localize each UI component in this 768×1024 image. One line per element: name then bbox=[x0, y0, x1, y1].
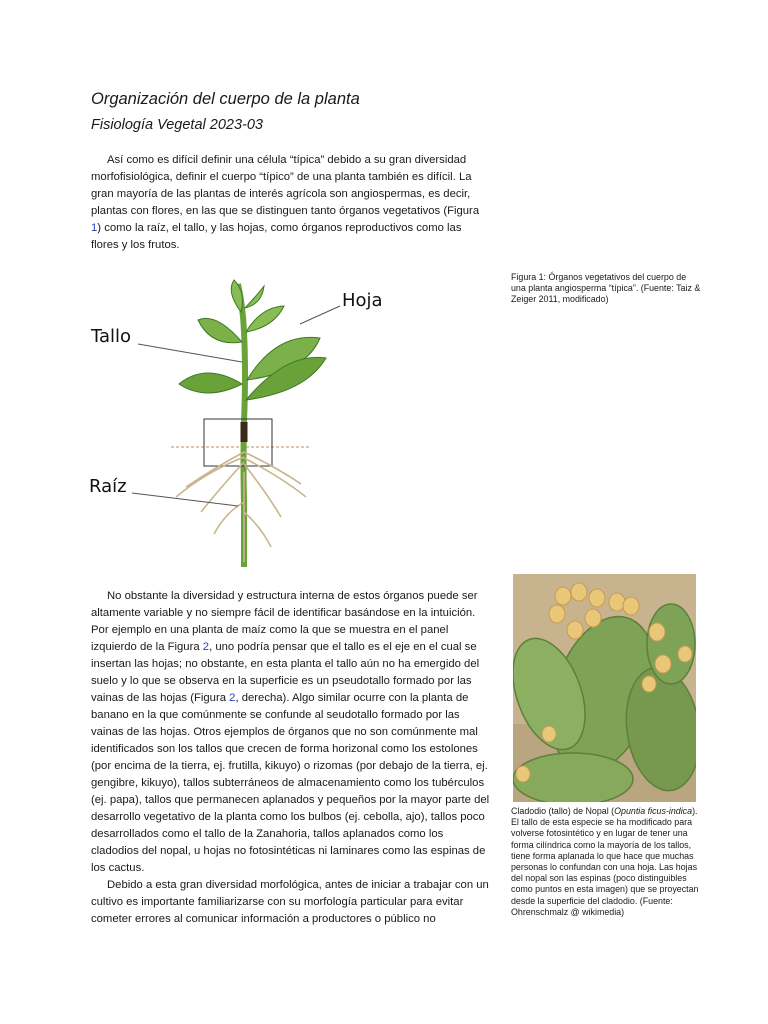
figure-label-hoja: Hoja bbox=[342, 290, 383, 311]
pointer-line-tallo bbox=[138, 344, 242, 362]
leaf bbox=[245, 286, 264, 308]
page-subtitle: Fisiología Vegetal 2023-03 bbox=[91, 117, 263, 133]
leaf bbox=[179, 373, 242, 393]
plant-illustration bbox=[86, 272, 486, 572]
paragraph-text: , uno podría pensar que el tallo es el eje en el cual se insertan las hojas; no obstante, en esta planta el tallo aún no ha emergido del suelo y lo que se observa en la superficie es un pseudotallo formado por las vainas de las hojas (Figura bbox=[91, 641, 480, 704]
figure-plant-organs bbox=[86, 272, 486, 572]
figure-nopal-photo bbox=[513, 574, 696, 802]
paragraph-text: , derecha). Algo similar ocurre con la planta de banano en la que comúnmente se confunde al seudotallo formado por las vainas de las hojas. Otros ejemplos de órganos que no son comúnmente mal identificados son los tallos que crecen de forma horizonal como los estolones (por encima de la tierra, ej. frutilla, kikuyo) o rizomas (por debajo de la tierra, ej. gengibre, kikuyo), tallos subterráneos de almacenamiento como los tubérculos (ej. papa), tallos que permanecen aplanados y pequeños por la mayor parte del desarrollo vegetativo de la planta como los bulbos (ej. cebolla, ajo), tallos poco desarrollados como el tallo de la Zanahoria, tallos aplanados como los cladodios del nopal, u hojas no fotosintéticas ni laminares como las espinas de los cactus. bbox=[91, 692, 490, 874]
figure-reference-link[interactable]: 2 bbox=[229, 692, 236, 704]
paragraph-diversity bbox=[91, 588, 491, 877]
nopal-photo bbox=[513, 574, 696, 802]
paragraph-text: Debido a esta gran diversidad morfológica, antes de iniciar a trabajar con un cultivo es importante familiarizarse con su morfología particular para evitar cometer errores al comunicar información a productores o público no bbox=[91, 879, 489, 925]
figure-reference-link[interactable]: 2 bbox=[202, 641, 210, 653]
cladode bbox=[513, 753, 633, 802]
leaf bbox=[246, 306, 284, 332]
caption-text: Cladodio (tallo) de Nopal ( bbox=[511, 806, 615, 816]
figure-2-caption bbox=[511, 806, 699, 918]
paragraph-intro bbox=[91, 152, 491, 254]
caption-text: ). El tallo de esta especie se ha modificado para volverse fotosintético y en lugar de tener una forma cilíndrica como la mayoría de los tallos, tiene forma aplanada lo que hace que muchas personas lo confundan con una hoja. Las hojas del nopal son las espinas (poco distinguibles como puntos en esta imagen) que se proyectan desde la superficie del cladodio. (Fuente: Ohrenschmalz @ wikimedia) bbox=[511, 806, 699, 917]
paragraph-text: Así como es difícil definir una célula “típica” debido a su gran diversidad morfofisiológica, definir el cuerpo “típico” de una planta también es difícil. La gran mayoría de las plantas de interés agrícola son angiospermas, es decir, plantas con flores, en las que se distinguen tanto órganos vegetativos (Figura bbox=[91, 154, 480, 217]
species-name: Opuntia ficus-indica bbox=[614, 806, 693, 816]
figure-label-raiz: Raíz bbox=[89, 476, 127, 497]
paragraph-text: ) como la raíz, el tallo, y las hojas, como órganos reproductivos como las flores y los frutos. bbox=[91, 222, 462, 251]
cladode bbox=[647, 604, 695, 684]
pointer-line-hoja bbox=[300, 306, 340, 324]
leaves bbox=[179, 280, 326, 400]
paragraph-text: No obstante la diversidad y estructura interna de estos órganos puede ser altamente variable y no siempre fácil de identificar basándose en la intuición. Por ejemplo en una planta de maíz como la que se muestra en el panel izquierdo de la Figura bbox=[91, 590, 478, 653]
paragraph-conclusion bbox=[91, 877, 491, 928]
leaf bbox=[198, 318, 242, 342]
figure-reference-link[interactable]: 1 bbox=[91, 222, 98, 234]
pointer-line-raiz bbox=[132, 493, 238, 506]
figure-label-tallo: Tallo bbox=[91, 326, 132, 347]
page-title: Organización del cuerpo de la planta bbox=[91, 90, 360, 108]
figure-1-caption: Figura 1: Órganos vegetativos del cuerpo de una planta angiosperma “típica”. (Fuente: Taiz & Zeiger 2011, modificado) bbox=[511, 272, 701, 305]
